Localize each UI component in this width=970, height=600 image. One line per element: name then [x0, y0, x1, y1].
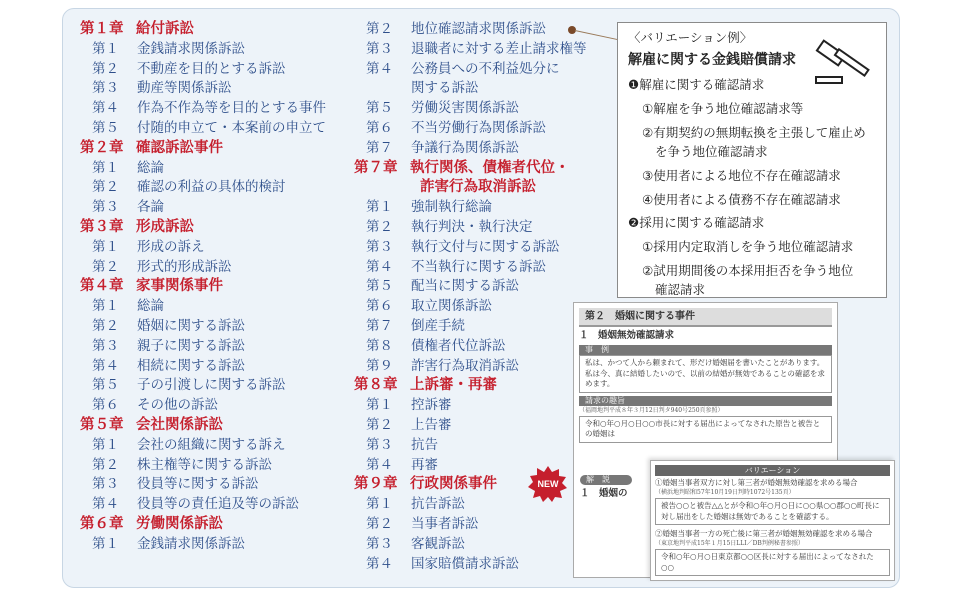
- entry-number: 第３: [92, 80, 119, 97]
- entry-title: 婚姻に関する訴訟: [137, 317, 245, 334]
- entry-title: 形成の訴え: [137, 238, 205, 255]
- entry-title: 会社の組織に関する訴え: [137, 436, 286, 453]
- sample-variation-ref: （東京地判平成15年１月15日LLI／DB判例秘書参照）: [655, 540, 804, 547]
- sample-comment-heading: １ 婚姻の: [580, 488, 628, 499]
- section-item: [80, 436, 326, 456]
- entry-number: 第５: [366, 100, 393, 117]
- section-item: [80, 357, 326, 377]
- entry-title: 各論: [137, 199, 164, 216]
- entry-title: 当事者訴訟: [411, 515, 479, 532]
- entry-number: 第２: [366, 515, 393, 532]
- section-item: [80, 119, 326, 139]
- section-item: [354, 297, 587, 317]
- entry-number: 第４: [366, 555, 393, 572]
- section-item: [354, 555, 587, 575]
- chapter-heading: [80, 218, 326, 238]
- entry-title-continued: 詐害行為取消訴訟: [420, 179, 536, 196]
- chapter-heading: [80, 139, 326, 159]
- entry-title: 労働災害関係訴訟: [411, 100, 519, 117]
- section-item: [80, 535, 326, 555]
- sample-variation-text: 令和○年○月○日東京都○○区長に対する届出によってなされた○○: [655, 549, 890, 576]
- entry-number: 第２: [366, 416, 393, 433]
- entry-number: 第４: [92, 100, 119, 117]
- new-badge: [528, 466, 568, 502]
- entry-number: 第１: [92, 436, 119, 453]
- entry-title: 動産等関係訴訟: [137, 80, 232, 97]
- variation-example-box: [617, 22, 887, 298]
- entry-title: 争議行為関係訴訟: [411, 139, 519, 156]
- entry-title: 詐害行為取消訴訟: [411, 357, 519, 374]
- chapter-heading: [80, 416, 326, 436]
- entry-title: 退職者に対する差止請求権等: [411, 40, 587, 57]
- entry-number: 第７: [366, 139, 393, 156]
- section-item: [354, 357, 587, 377]
- entry-title: 控訴審: [411, 397, 452, 414]
- entry-title: 倒産手続: [411, 317, 465, 334]
- entry-title: 給付訴訟: [136, 21, 194, 37]
- entry-title: 執行文付与に関する訴訟: [411, 238, 560, 255]
- entry-number: 第６: [366, 298, 393, 315]
- section-item: [354, 396, 587, 416]
- entry-number: 第４: [366, 456, 393, 473]
- entry-title: その他の訴訟: [137, 397, 218, 414]
- variation-group-1: ❶解雇に関する確認請求: [628, 77, 765, 92]
- section-item: [80, 238, 326, 258]
- entry-number: 第５: [92, 377, 119, 394]
- section-item: [354, 99, 587, 119]
- section-item: [354, 258, 587, 278]
- entry-number: 第１: [92, 535, 119, 552]
- entry-number: 第２章: [80, 139, 124, 156]
- entry-title: 公務員への不利益処分に: [411, 60, 560, 77]
- entry-title: 役員等に関する訴訟: [137, 476, 259, 493]
- variation-item: ③使用者による地位不存在確認請求: [642, 168, 841, 183]
- entry-number: 第３章: [80, 218, 124, 235]
- entry-title: 金銭請求関係訴訟: [137, 535, 245, 552]
- variation-item: ②試用期間後の本採用拒否を争う地位: [642, 263, 854, 278]
- entry-title: 確認訴訟事件: [136, 139, 223, 156]
- section-item: [354, 60, 587, 80]
- section-item: [80, 317, 326, 337]
- entry-number: 第１: [92, 298, 119, 315]
- entry-title: 形式的形成訴訟: [137, 258, 232, 275]
- entry-title: 執行判決・執行決定: [411, 218, 533, 235]
- section-item: [80, 60, 326, 80]
- entry-title: 債権者代位訴訟: [411, 337, 506, 354]
- entry-title: 抗告訴訟: [411, 496, 465, 513]
- entry-title: 作為不作為等を目的とする事件: [137, 100, 326, 117]
- entry-title: 上告審: [411, 416, 452, 433]
- entry-number: 第６章: [80, 515, 124, 532]
- variation-item-cont: 確認請求: [655, 282, 706, 297]
- entry-number: 第９章: [354, 476, 398, 493]
- section-item: [80, 40, 326, 60]
- chapter-heading: [80, 20, 326, 40]
- entry-number: 第４: [366, 258, 393, 275]
- entry-title-continued: 関する訴訟: [411, 80, 479, 97]
- entry-title: 家事関係事件: [136, 278, 223, 295]
- entry-number: 第７: [366, 317, 393, 334]
- variation-group-2: ❷採用に関する確認請求: [628, 215, 765, 230]
- section-item: [354, 317, 587, 337]
- toc-column-1: [80, 20, 326, 555]
- section-item: [354, 535, 587, 555]
- sample-variation-text: 被告○○と被告△△とが令和○年○月○日に○○県○○郡○○町長に対し届出をした婚姻は無効であることを確認する。: [655, 498, 890, 525]
- chapter-heading: [80, 277, 326, 297]
- entry-title: 抗告: [411, 436, 438, 453]
- entry-number: 第１: [366, 496, 393, 513]
- entry-title: 確認の利益の具体的検討: [137, 179, 286, 196]
- entry-number: 第６: [366, 119, 393, 136]
- gavel-icon: [812, 37, 874, 87]
- entry-number: 第１: [92, 238, 119, 255]
- entry-title: 金銭請求関係訴訟: [137, 40, 245, 57]
- section-item: [354, 119, 587, 139]
- entry-title: 労働関係訴訟: [136, 515, 223, 532]
- entry-number: 第２: [92, 317, 119, 334]
- entry-number: 第５: [366, 278, 393, 295]
- entry-title: 行政関係事件: [410, 476, 497, 493]
- section-item: [80, 79, 326, 99]
- entry-title: 総論: [137, 159, 164, 176]
- sample-case-label: 事 例: [579, 345, 832, 355]
- section-item: [80, 456, 326, 476]
- section-item: [354, 40, 587, 60]
- sample-variation-header: バリエーション: [655, 465, 890, 476]
- sample-variation-1: ①婚姻当事者双方に対し第三者が婚姻無効確認を求める場合: [655, 478, 858, 487]
- variation-item: ①採用内定取消しを争う地位確認請求: [642, 238, 854, 254]
- entry-number: 第９: [366, 357, 393, 374]
- section-item: [80, 198, 326, 218]
- sample-ref: （福岡地判平成８年３月12日判タ940号250頁参照）: [579, 406, 724, 414]
- new-badge-label: NEW: [537, 479, 559, 489]
- section-item: [354, 416, 587, 436]
- entry-number: 第２: [92, 456, 119, 473]
- entry-number: 第２: [92, 179, 119, 196]
- sample-comment-label: 解 説: [580, 475, 632, 485]
- section-item: [80, 178, 326, 198]
- entry-number: 第３: [92, 476, 119, 493]
- section-item: [80, 495, 326, 515]
- section-item: [354, 436, 587, 456]
- entry-title: 総論: [137, 298, 164, 315]
- entry-number: 第１: [92, 159, 119, 176]
- entry-title: 不動産を目的とする訴訟: [137, 60, 286, 77]
- section-item: [354, 139, 587, 159]
- variation-label: 〈バリエーション例〉: [628, 30, 753, 45]
- entry-title: 不当労働行為関係訴訟: [411, 119, 546, 136]
- entry-number: 第６: [92, 397, 119, 414]
- entry-title: 客観訴訟: [411, 535, 465, 552]
- entry-number: 第１: [366, 199, 393, 216]
- variation-item: ①解雇を争う地位確認請求等: [642, 100, 804, 116]
- chapter-heading: [354, 376, 587, 396]
- entry-number: 第２: [366, 218, 393, 235]
- entry-number: 第２: [92, 60, 119, 77]
- entry-title: 付随的申立て・本案前の申立て: [137, 119, 326, 136]
- entry-title: 不当執行に関する訴訟: [411, 258, 546, 275]
- section-item: [354, 515, 587, 535]
- section-item: [80, 297, 326, 317]
- entry-title: 子の引渡しに関する訴訟: [137, 377, 286, 394]
- entry-title: 形成訴訟: [136, 218, 194, 235]
- entry-number: 第７章: [354, 159, 398, 176]
- variation-item: ④使用者による債務不存在確認請求: [642, 191, 841, 207]
- sample-case-text: 私は、かつて人から頼まれて、形だけ婚姻届を書いたことがあります。私は今、真に結婚したいので、以前の結婚が無効であることの確認を求めます。: [579, 355, 832, 393]
- section-item: [80, 376, 326, 396]
- variation-item-cont: を争う地位確認請求: [655, 144, 768, 159]
- variation-item: ②有期契約の無期転換を主張して雇止め: [642, 125, 866, 140]
- section-item: [354, 218, 587, 238]
- entry-title: 配当に関する訴訟: [411, 278, 519, 295]
- entry-title: 親子に関する訴訟: [137, 337, 245, 354]
- entry-title: 執行関係、債権者代位・: [410, 159, 570, 176]
- section-item: [80, 396, 326, 416]
- entry-number: 第１: [366, 397, 393, 414]
- entry-title: 役員等の責任追及等の訴訟: [137, 496, 299, 513]
- entry-title: 上訴審・再審: [410, 377, 497, 394]
- entry-title: 取立関係訴訟: [411, 298, 492, 315]
- entry-number: 第２: [366, 21, 393, 37]
- entry-number: 第５: [92, 119, 119, 136]
- entry-title: 再審: [411, 456, 438, 473]
- chapter-heading: [354, 159, 587, 179]
- section-item: [80, 475, 326, 495]
- section-item: [80, 258, 326, 278]
- variation-title: 解雇に関する金銭賠償請求: [628, 52, 796, 68]
- chapter-heading: [80, 515, 326, 535]
- section-item: [354, 20, 587, 40]
- entry-number: 第８章: [354, 377, 398, 394]
- entry-number: 第４: [366, 60, 393, 77]
- entry-number: 第８: [366, 337, 393, 354]
- entry-title: 国家賠償請求訴訟: [411, 555, 519, 572]
- entry-title: 相続に関する訴訟: [137, 357, 245, 374]
- entry-number: 第２: [92, 258, 119, 275]
- sample-claim-text: 令和○年○月○日○○市長に対する届出によってなされた原告と被告との婚姻は: [579, 416, 832, 443]
- sample-page-header: 第２ 婚姻に関する事件: [579, 308, 832, 327]
- entry-title: 会社関係訴訟: [136, 416, 223, 433]
- entry-number: 第３: [92, 199, 119, 216]
- entry-number: 第５章: [80, 416, 124, 433]
- entry-title: 地位確認請求関係訴訟: [411, 21, 546, 37]
- entry-number: 第１章: [80, 21, 124, 37]
- sample-comment-section: [580, 475, 646, 500]
- section-item: [354, 238, 587, 258]
- section-item: [80, 99, 326, 119]
- entry-number: 第４: [92, 496, 119, 513]
- entry-title: 株主権等に関する訴訟: [137, 456, 272, 473]
- entry-number: 第１: [92, 40, 119, 57]
- section-item: [354, 337, 587, 357]
- entry-number: 第４: [92, 357, 119, 374]
- sample-heading: １ 婚姻無効確認請求: [579, 330, 675, 341]
- entry-number: 第３: [366, 535, 393, 552]
- section-item: [80, 159, 326, 179]
- entry-number: 第３: [366, 40, 393, 57]
- sample-variation-2: ②婚姻当事者一方の死亡後に第三者が婚姻無効確認を求める場合: [655, 529, 873, 538]
- entry-number: 第４章: [80, 278, 124, 295]
- section-item: [354, 277, 587, 297]
- section-item: [80, 337, 326, 357]
- section-item: [354, 198, 587, 218]
- entry-number: 第３: [92, 337, 119, 354]
- sample-variation-ref: （横浜地判昭和57年10月19日判時1072号135頁）: [655, 489, 795, 496]
- entry-number: 第３: [366, 238, 393, 255]
- entry-title: 強制執行総論: [411, 199, 492, 216]
- entry-number: 第３: [366, 436, 393, 453]
- sample-claim-label: 請求の趣旨: [579, 396, 832, 406]
- sample-page-2: [650, 460, 895, 581]
